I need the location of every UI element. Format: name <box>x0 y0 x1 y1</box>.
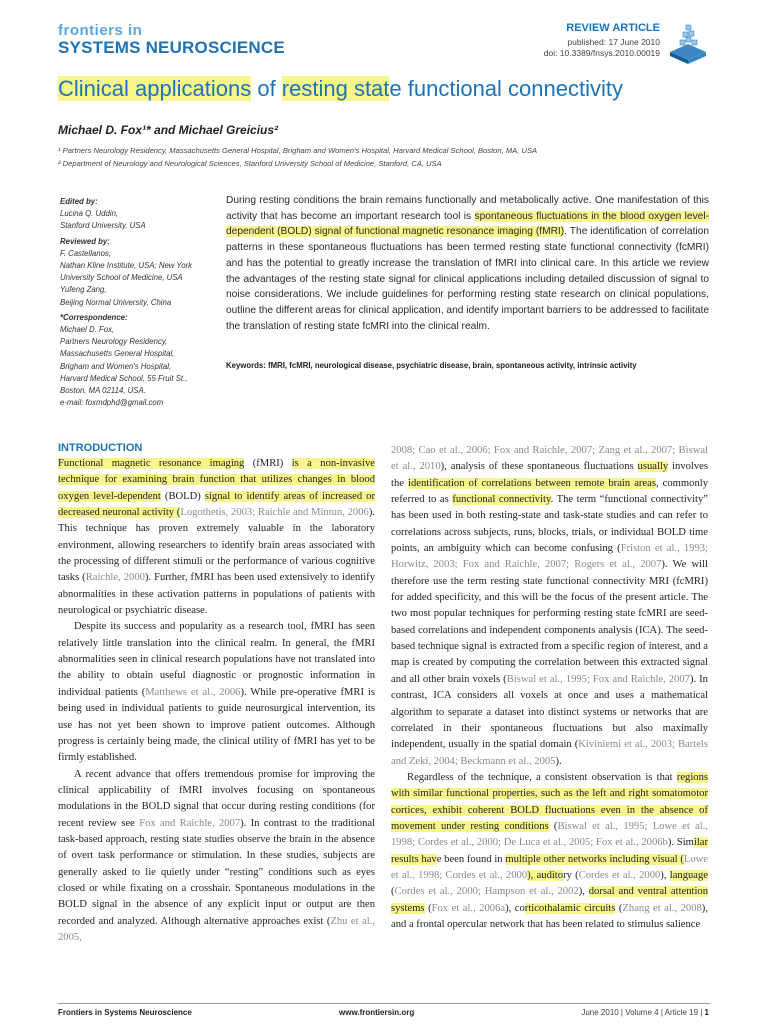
paragraph <box>58 456 375 619</box>
text: ( <box>548 820 558 832</box>
abstract <box>226 193 709 334</box>
text: (BOLD) <box>160 490 205 502</box>
journal-brand-top: frontiers in <box>58 22 143 39</box>
keywords-text: fMRI, fcMRI, neurological disease, psychiatric disease, brain, spontaneous activity, intrinsic activity <box>265 361 637 370</box>
title-part: Clinical applications <box>58 76 252 101</box>
footer-issue-info <box>581 1008 709 1017</box>
correspondence-text: Michael D. Fox, Partners Neurology Residency, Massachusetts General Hospital, Brigham and Women's Hospital, Harvard Medical School, 55 Fruit St., Boston, MA 02114, USA. e-mail: foxmdphd@gmail.com <box>60 325 188 408</box>
text: ). In contrast to the traditional task-based approach, resting state studies observe the brain in the absence of overt task performance or stimulation. In these studies, subjects are generally asked to lie quietly under “resting” conditions such as eyes closed or while fixating on a crosshair. Spontaneous modulations in the BOLD signal in the absence of any explicit input or output are then recorded and analyzed. Although alternative approaches exist ( <box>58 817 376 927</box>
text: , commonly referred to as <box>391 477 708 506</box>
citation[interactable]: Logothetis, 2003; Raichle and Mintun, 2006 <box>180 507 369 519</box>
citation[interactable]: Biswal et al., 1995; Fox and Raichle, 2007 <box>506 673 690 685</box>
text: ). While pre-operative fMRI is being used in individual patients to guide neurosurgical intervention, its use has not yet been shown to improve patient outcomes. Although progress is certainly being made, the clinical utility of fMRI has yet to be firmly established. <box>58 686 375 764</box>
highlight: language <box>669 869 708 881</box>
highlight: ), audito <box>527 869 564 881</box>
citation[interactable]: Raichle, 2000 <box>85 572 145 584</box>
affiliation-2: ² Department of Neurology and Neurological Sciences, Stanford University School of Medicine, Stanford, CA, USA <box>58 159 442 168</box>
author-list: Michael D. Fox¹* and Michael Greicius² <box>58 123 279 137</box>
citation[interactable]: Zhang et al., 2008 <box>622 902 702 914</box>
text: . The term “functional connectivity” has been used in both resting-state and task-state studies and can refer to correlations across subjects, runs, blocks, trials, or individual BOLD time points, an ambiguity which can become confusing ( <box>391 494 708 555</box>
citation[interactable]: Kiviniemi et al., 2003; Bartels and Zeki, 2004; Beckmann et al., 2005 <box>391 739 708 767</box>
text: ). We will therefore use the term resting state functional connectivity MRI (fcMRI) for added specificity, and this will be the focus of the present article. The two most popular techniques for performing resting state fcMRI are seed-based correlations and independent components analysis (ICA). The seed-based technique signal is extracted from a specific region of interest, and a map is created by computing the correlation between this extracted signal and all other brain voxels ( <box>391 559 708 685</box>
article-type-label: REVIEW ARTICLE <box>566 22 660 34</box>
abstract-text: . The identification of correlation patterns in these spontaneous fluctuations has been termed resting state functional connectivity (fcMRI) and has the potential to greatly increase the translation of fMRI into clinical care. In this article we review the advantages of the resting state signal for clinical applications including detailed discussion of signal to noise considerations. We include guidelines for performing resting state research on clinical populations, outline the different areas for clinical application, and identify important barriers to be addressed to facilitate the translation of resting state fcMRI into the clinical realm. <box>226 226 710 332</box>
text: ), analysis of these spontaneous fluctuations <box>440 461 638 473</box>
footer-url-link[interactable]: www.frontiersin.org <box>339 1008 415 1017</box>
edited-by-text: Lucina Q. Uddin, Stanford University, USA <box>60 209 146 231</box>
text: ), <box>578 886 589 898</box>
paragraph <box>58 767 375 947</box>
highlight: Functional magnetic resonance imaging <box>58 458 245 469</box>
text: ). Further, fMRI has been used extensively to identify abnormalities in these activation patterns in populations of patients with neurological or psychiatric disease. <box>58 572 375 617</box>
journal-logo-icon <box>666 22 710 66</box>
paragraph <box>391 443 708 770</box>
body-column-right <box>391 443 708 933</box>
highlight: usually <box>637 461 669 473</box>
text: e been found in <box>436 853 506 865</box>
reviewed-by-label: Reviewed by: <box>60 236 110 246</box>
paragraph <box>58 619 375 766</box>
text: ( <box>424 902 432 914</box>
highlight: dorsal and ventral attention systems <box>391 886 708 914</box>
highlight: multiple other networks including visual ( <box>505 853 684 865</box>
highlight: regions with similar functional properties, such as the left and right somatomotor cortices, exhibit coherent BOLD fluctuations even in the absence of movement under resting conditions <box>391 771 708 832</box>
citation[interactable]: 2008; Cao et al., 2006; Fox and Raichle, 2007; Zang et al., 2007; Biswal et al., 2010 <box>391 445 708 473</box>
doi-text: doi: 10.3389/fnsys.2010.00019 <box>543 48 660 58</box>
citation[interactable]: Cordes et al., 2000 <box>578 869 661 881</box>
highlight: rticothalamic circuits <box>524 902 616 914</box>
journal-header <box>58 22 710 72</box>
citation[interactable]: Lowe et al., 1998; Cordes et al., 2000 <box>391 853 708 881</box>
text: ), <box>660 869 670 881</box>
text: ), co <box>505 902 525 914</box>
text: ( <box>391 886 395 898</box>
affiliation-1: ¹ Partners Neurology Residency, Massachusetts General Hospital, Brigham and Women's Hospital, Harvard Medical School, Boston, MA, USA <box>58 146 538 155</box>
text: (fMRI) <box>244 458 292 469</box>
text: involves the <box>391 461 708 489</box>
citation[interactable]: Zhu et al., 2005, <box>58 915 376 943</box>
section-heading: INTRODUCTION <box>58 442 143 454</box>
text: ry ( <box>563 869 579 881</box>
keywords-label: Keywords: <box>226 361 266 370</box>
title-part: resting stat <box>281 76 390 101</box>
text: ( <box>615 902 623 914</box>
text: Regardless of the technique, a consistent observation is that <box>407 771 677 783</box>
highlight: identification of correlations between remote brain areas <box>408 477 656 489</box>
title-part: of <box>251 76 282 101</box>
page-number: 1 <box>704 1008 709 1017</box>
keywords <box>226 361 709 370</box>
citation[interactable]: Cordes et al., 2000; Hampson et al., 2002 <box>394 886 579 898</box>
body-column-left <box>58 441 375 946</box>
highlight: functional connectivity <box>452 494 551 506</box>
text: ). Sim <box>667 837 694 849</box>
highlight: is a non-invasive technique for examining brain function that utilizes changes in blood oxygen level-dependent <box>58 458 375 502</box>
article-title <box>58 76 623 102</box>
citation[interactable]: Biswal et al., 1995; Lowe et al., 1998; Cordes et al., 2000; De Luca et al., 2005; Fox et al., 2006b <box>391 820 708 849</box>
text: ). <box>555 755 562 767</box>
citation[interactable]: Fox et al., 2006a <box>431 902 506 914</box>
footer-issue-text: June 2010 | Volume 4 | Article 19 | <box>581 1008 705 1017</box>
editorial-sidebar <box>60 196 220 409</box>
citation[interactable]: Fox and Raichle, 2007 <box>139 817 241 829</box>
abstract-text: During resting conditions the brain remains functionally and metabolically active. One manifestation of this activity that has become an important research tool is <box>226 195 709 222</box>
citation[interactable]: Friston et al., 1993; Horwitz, 2003; Fox and Raichle, 2007; Rogers et al., 2007 <box>391 543 709 571</box>
text: ). In contrast, ICA considers all voxels at once and uses a mathematical algorithm to separate a dataset into distinct systems or networks that are correlated in their spontaneous fluctuations but also maximally independent, usually in the spatial domain ( <box>391 673 708 751</box>
text: Despite its success and popularity as a research tool, fMRI has seen relatively little translation into the clinical realm. In general, the fMRI abnormalities seen in clinical research populations have not translated into the ability to obtain useful diagnostic or prognostic information in individual patients ( <box>58 621 375 698</box>
text: ). This technique has proven extremely valuable in the laboratory environment, allowing researchers to identify brain areas associated with the processing of different stimuli or the performance of various cognitive tasks ( <box>58 507 375 584</box>
edited-by-label: Edited by: <box>60 197 98 206</box>
abstract-highlight: spontaneous fluctuations in the blood oxygen level-dependent (BOLD) signal of functional magnetic resonance imaging (fMRI) <box>226 210 709 238</box>
footer-journal-name: Frontiers in Systems Neuroscience <box>58 1008 192 1017</box>
highlight: signal to identify areas of increased or decreased neuronal activity ( <box>58 490 375 519</box>
reviewed-by-text: F. Castellanos, Nathan Kline Institute, USA; New York University School of Medicine, USA Yufeng Zang, Beijing Normal University, China <box>60 248 193 307</box>
text: A recent advance that offers tremendous promise for improving the clinical applicability of fMRI involves focusing on spontaneous modulations in the BOLD signal that occur during resting conditions (for recent review see <box>58 768 375 829</box>
footer-divider <box>58 1003 710 1004</box>
paragraph <box>391 770 708 933</box>
correspondence-label: *Correspondence: <box>60 312 128 322</box>
text: ), and a frontal opercular network that has been related to stimulus salience <box>391 902 708 930</box>
published-date: published: 17 June 2010 <box>567 37 660 47</box>
journal-brand-name: SYSTEMS NEUROSCIENCE <box>58 38 285 57</box>
title-part: e functional connectivity <box>389 76 623 101</box>
highlight: ilar results hav <box>391 837 709 865</box>
citation[interactable]: Matthews et al., 2006 <box>145 686 241 698</box>
